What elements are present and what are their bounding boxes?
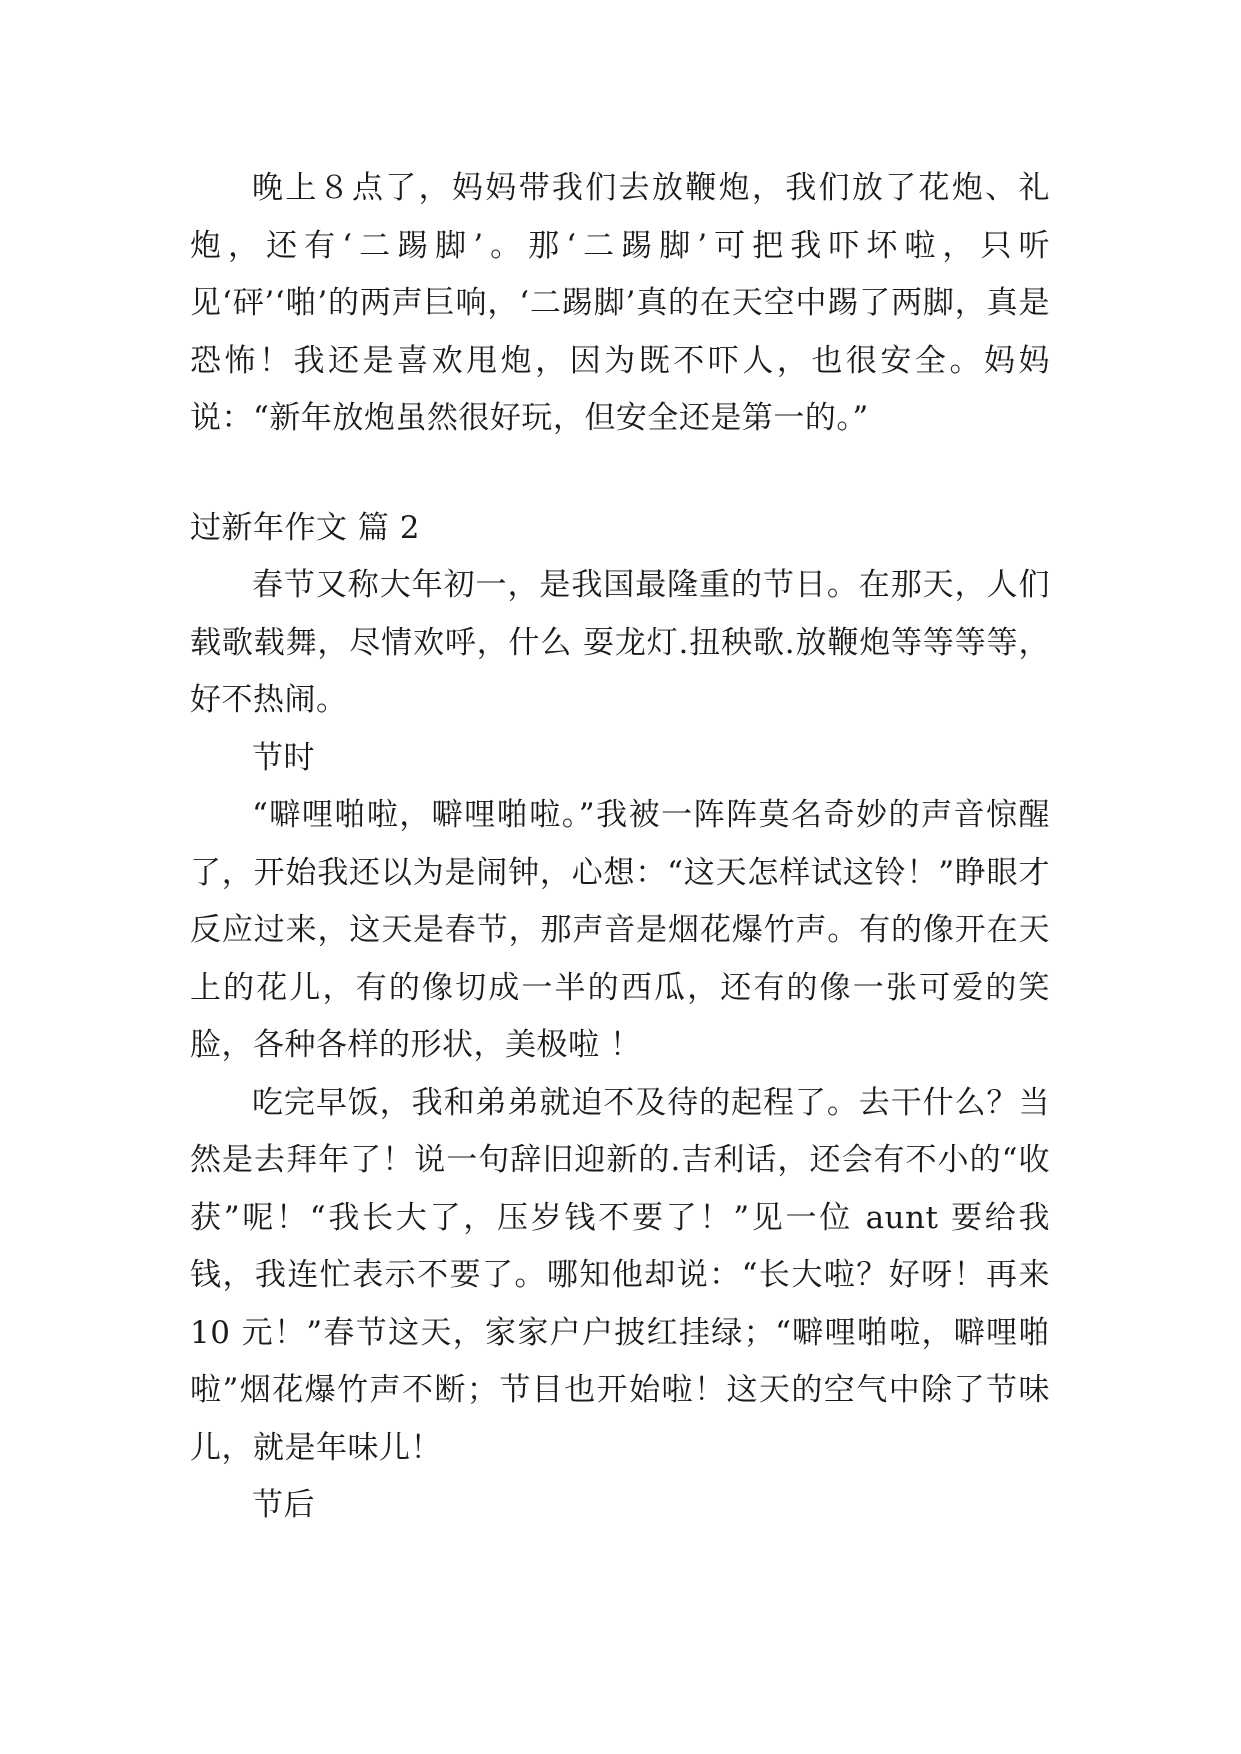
paragraph-subheading-during: 节时 [252,739,315,776]
paragraph-spring-festival: 春节又称大年初一，是我国最隆重的节日。在那天，人们载歌载舞，尽情欢呼，什么 耍龙灯.扭秧歌.放鞭炮等等等等，好不热闹。 [190,567,1050,718]
paragraph-firecrackers: 晚上８点了，妈妈带我们去放鞭炮，我们放了花炮、礼炮，还有‘二踢脚’。那‘二踢脚’可把我吓坏啦，只听见‘砰’‘啪’的两声巨响，‘二踢脚’真的在天空中踢了两脚，真是恐怖！我还是喜欢甩炮，因为既不吓人，也很安全。妈妈说：“新年放炮虽然很好玩，但安全还是第一的。” [190,170,1050,436]
paragraph-subheading-after: 节后 [252,1487,315,1523]
section-title: 过新年作文 篇 2 [190,509,420,546]
paragraph-fireworks: “噼哩啪啦，噼哩啪啦。”我被一阵阵莫名奇妙的声音惊醒了，开始我还以为是闹钟，心想：“这天怎样试这铃！”睁眼才反应过来，这天是春节，那声音是烟花爆竹声。有的像开在天上的花儿，有的像切成一半的西瓜，还有的像一张可爱的笑脸，各种各样的形状，美极啦 ！ [190,797,1050,1063]
document-body [190,160,1050,1535]
section-gap [190,448,1050,500]
paragraph-new-year-visit: 吃完早饭，我和弟弟就迫不及待的起程了。去干什么？当然是去拜年了！说一句辞旧迎新的.吉利话，还会有不小的“收获”呢！“我长大了，压岁钱不要了！”见一位 aunt 要给我钱，我连忙表示不要了。哪知他却说：“长大啦？好呀！再来 10 元！”春节这天，家家户户披红挂绿；“噼哩啪啦，噼哩啪啦”烟花爆竹声不断；节目也开始啦！这天的空气中除了节味儿，就是年味儿！ [190,1084,1050,1466]
